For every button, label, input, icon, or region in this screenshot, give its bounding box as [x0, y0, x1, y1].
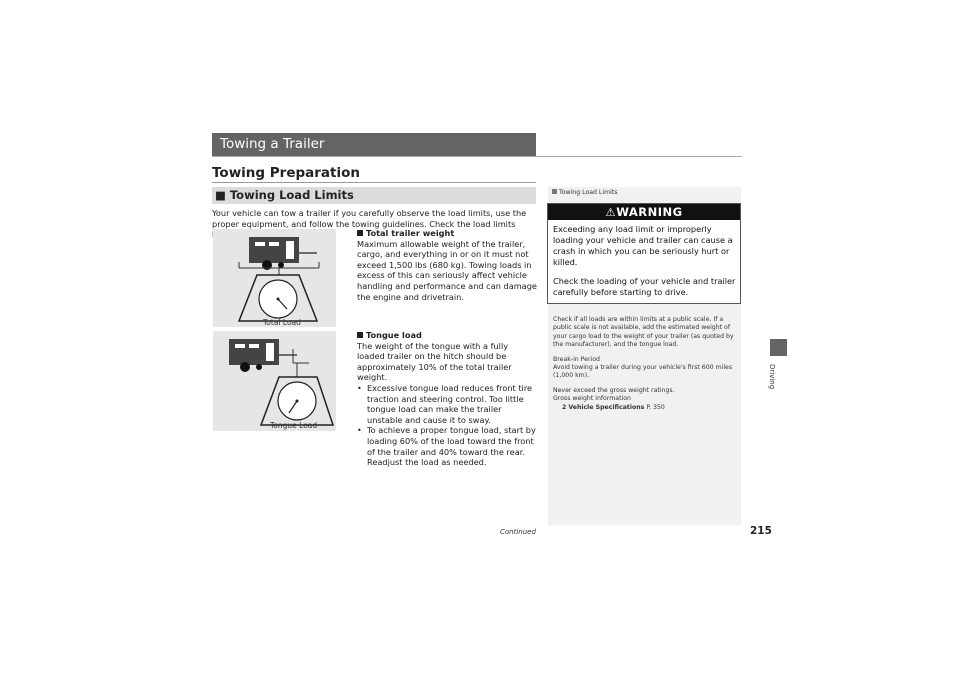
tongue-load-heading: Tongue load [357, 330, 537, 341]
warning-box [547, 203, 741, 304]
chapter-header [212, 133, 536, 156]
warning-paragraph: Check the loading of your vehicle and trailer carefully before starting to drive. [553, 276, 736, 297]
total-load-label: Total Load [263, 318, 301, 327]
tongue-load-illustration [213, 331, 336, 431]
break-in-note: Break-in Period Avoid towing a trailer during your vehicle's first 600 miles (1,000 km). [553, 355, 733, 380]
list-item: • Excessive tongue load reduces front tire traction and steering control. Too little tongue load can make the trailer unstable and cause it to sway. [357, 383, 537, 425]
sidebar-heading: Towing Load Limits [552, 189, 617, 196]
warning-body [553, 224, 737, 306]
tongue-load-label: Tongue Load [270, 421, 318, 430]
warning-triangle-icon: ⚠ [605, 205, 617, 219]
square-bullet-icon [357, 332, 363, 338]
total-weight-block [357, 228, 537, 302]
page-number: 215 [750, 525, 772, 537]
total-load-figure [213, 229, 336, 327]
note-marker-icon [552, 189, 557, 194]
tongue-load-body: The weight of the tongue with a fully loaded trailer on the hitch should be approximately 10% of the total trailer weight. [357, 340, 512, 383]
subsection-title: ■ Towing Load Limits [212, 187, 536, 204]
intro-paragraph: Your vehicle can tow a trailer if you carefully observe the load limits, use the proper equipment, and follow the towing guidelines. Check the load limits [212, 208, 527, 229]
sidebar-paragraph: Check if all loads are within limits at a public scale. If a public scale is not available, add the estimated weight of your cargo load to the weight of your trailer (as quoted by the manufacturer), and the tongue load. [553, 316, 734, 349]
warning-paragraph: Exceeding any load limit or improperly loading your vehicle and trailer can cause a crash in which you can be seriously hurt or killed. [553, 224, 733, 267]
header-rule [212, 156, 742, 157]
tongue-load-figure [213, 331, 336, 431]
chapter-title: Towing a Trailer [220, 136, 325, 152]
section-rule [212, 182, 536, 183]
section-title: Towing Preparation [212, 165, 360, 181]
gross-weight-note: Never exceed the gross weight ratings. Gross weight information 2 Vehicle Specifications P. 350 [553, 386, 675, 411]
warning-title: ⚠WARNING [548, 204, 740, 220]
sidebar-notes [553, 316, 737, 418]
reference-arrow-icon: 2 [562, 403, 567, 411]
total-load-illustration [213, 229, 336, 327]
total-weight-body: Maximum allowable weight of the trailer, cargo, and everything in or on it must not exceed 1,500 lbs (680 kg). Towing loads in excess of this can seriously affect vehicle handling and performance and can damage the engine and drivetrain. [357, 238, 537, 302]
tongue-load-block [357, 330, 537, 468]
continued-label: Continued [500, 528, 536, 536]
chapter-tab-label: Driving [768, 364, 776, 390]
chapter-tab[interactable] [770, 339, 787, 356]
square-bullet-icon [357, 230, 363, 236]
list-item: • To achieve a proper tongue load, start by loading 60% of the load toward the front of the trailer and 40% toward the rear. Readjust the load as needed. [357, 425, 537, 467]
spec-reference-link[interactable]: 2 Vehicle Specifications P. 350 [562, 403, 665, 411]
total-weight-heading: Total trailer weight [357, 228, 537, 239]
